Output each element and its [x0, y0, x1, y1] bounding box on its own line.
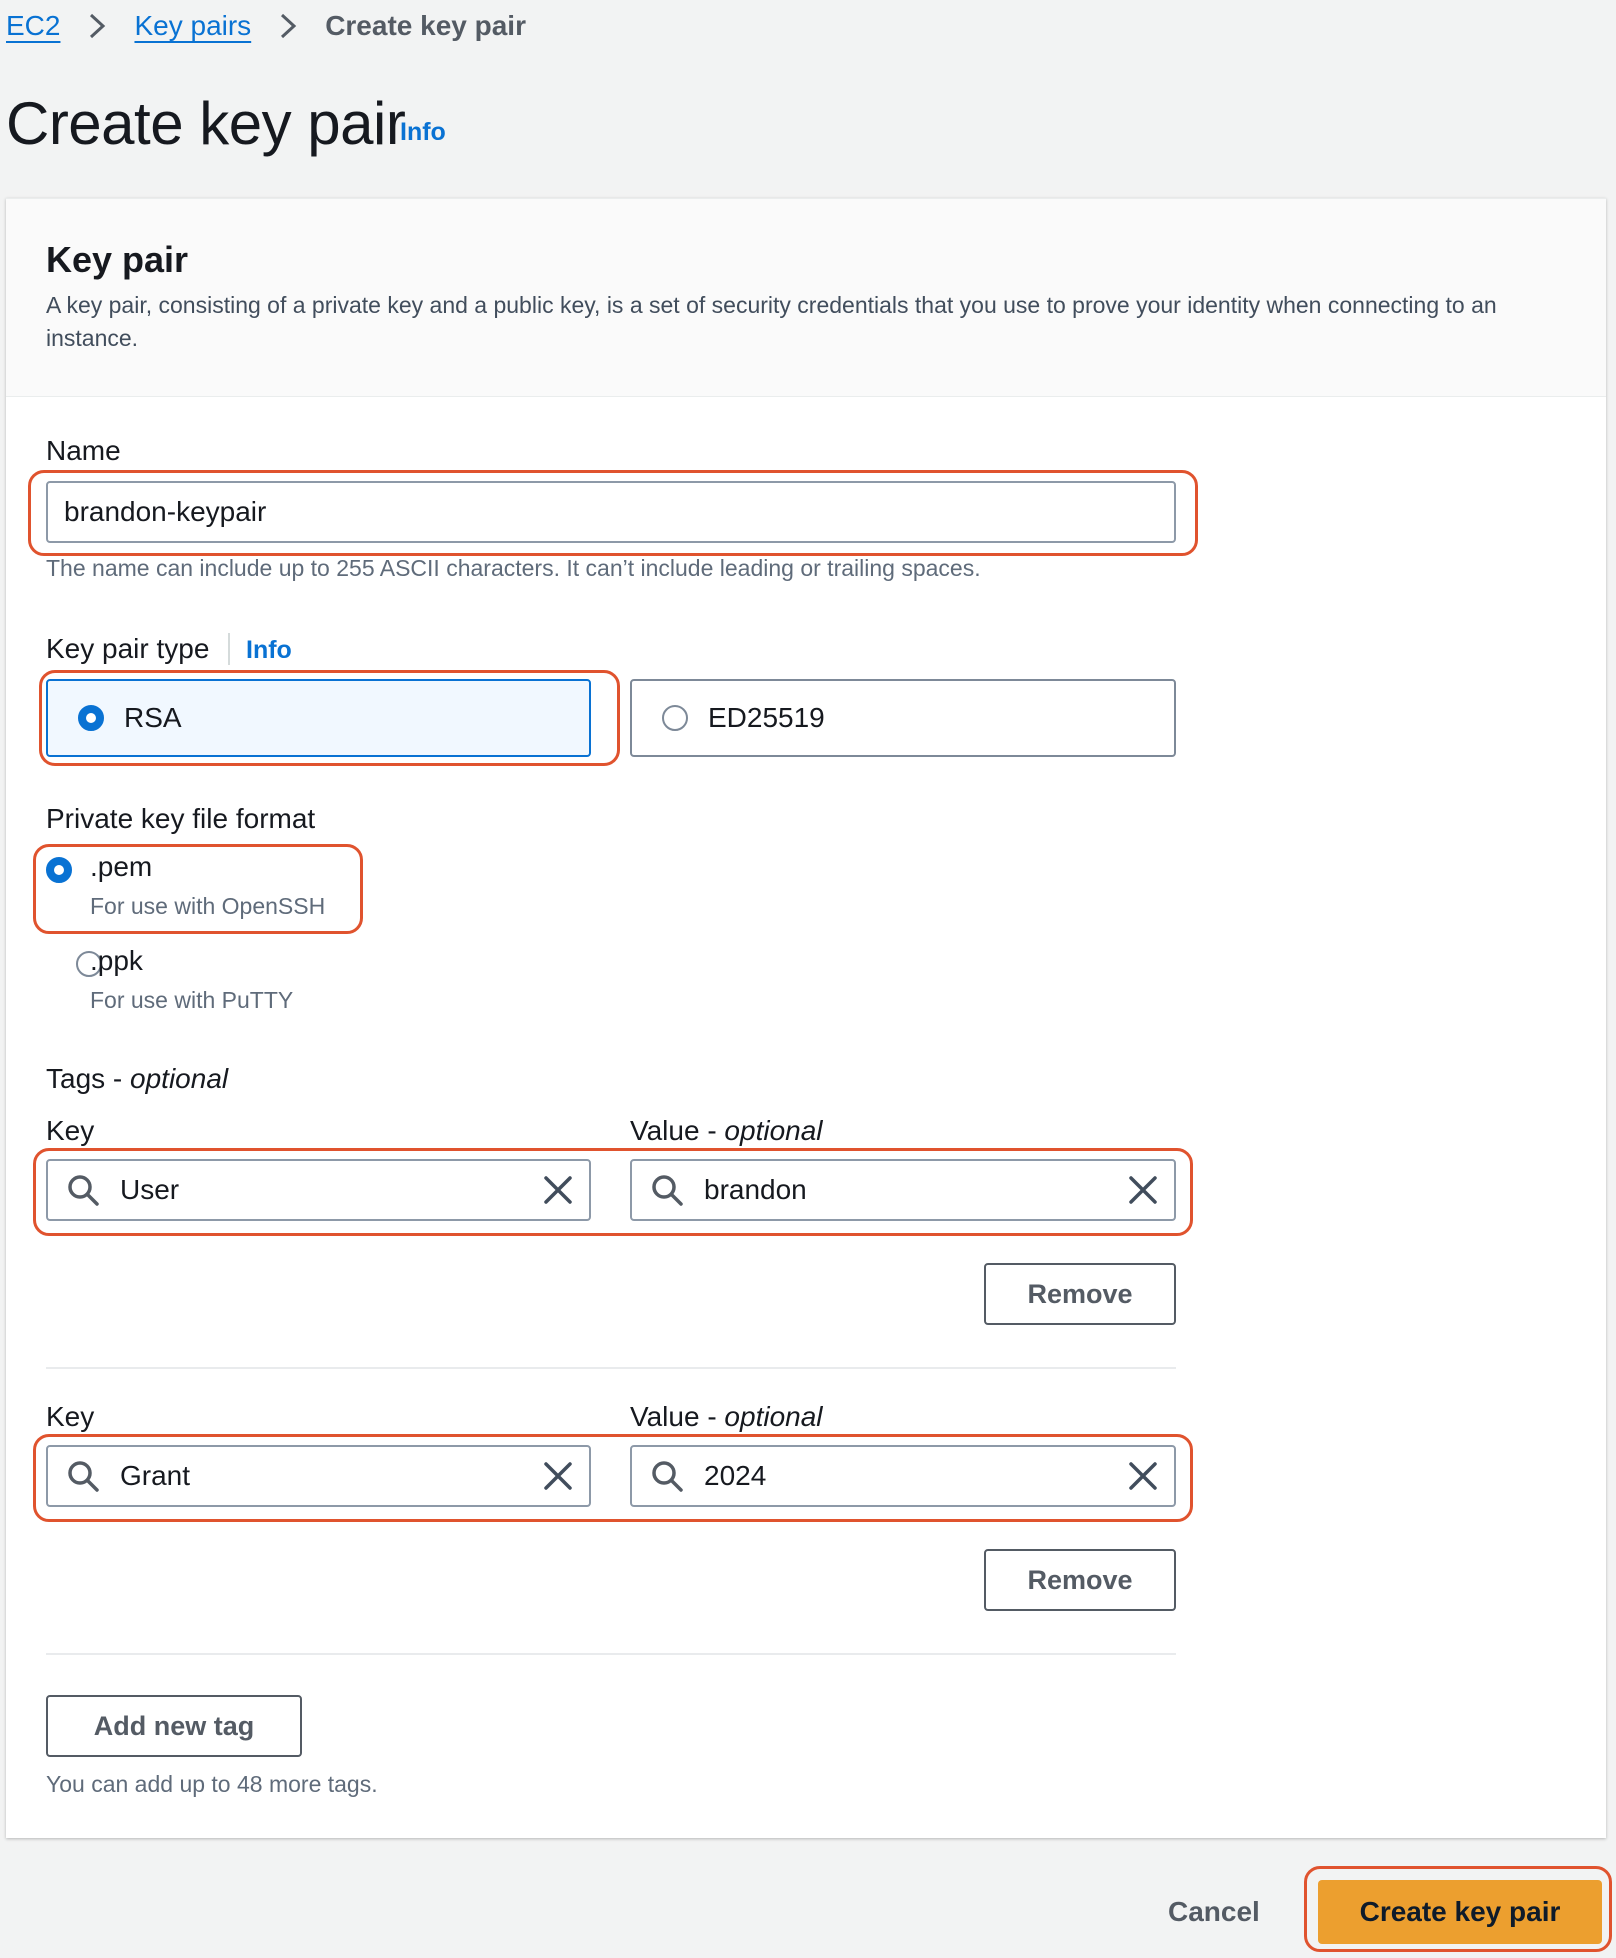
- tag-value-label: Value - optional: [630, 1115, 823, 1146]
- pem-description: For use with OpenSSH: [90, 893, 326, 919]
- cancel-button[interactable]: Cancel: [1168, 1896, 1260, 1927]
- chevron-right-icon: [279, 12, 297, 40]
- pem-highlight: [33, 844, 363, 934]
- ppk-description: For use with PuTTY: [90, 987, 294, 1013]
- section-description: A key pair, consisting of a private key and a public key, is a set of security credentials that you use to prove your identity when connecting to an instance.: [46, 292, 1497, 351]
- breadcrumb-current: Create key pair: [325, 10, 526, 41]
- breadcrumb: [6, 6, 526, 46]
- rsa-label: RSA: [124, 702, 182, 733]
- tag-value-label: Value - optional: [630, 1401, 823, 1432]
- pem-label[interactable]: .pem: [90, 851, 153, 882]
- tag-key-input[interactable]: [46, 1159, 591, 1221]
- close-icon[interactable]: [543, 1461, 573, 1491]
- panel-header: [6, 199, 1606, 397]
- tag-key-value: Grant: [120, 1460, 191, 1491]
- tag-value-input[interactable]: [630, 1159, 1176, 1221]
- section-title: Key pair: [46, 239, 189, 280]
- key-type-info-link[interactable]: Info: [246, 636, 292, 664]
- search-icon: [66, 1459, 100, 1493]
- tag-key-input[interactable]: [46, 1445, 591, 1507]
- key-type-label: Key pair type: [46, 633, 210, 664]
- name-input[interactable]: [46, 481, 1176, 543]
- name-input-value: brandon-keypair: [64, 496, 267, 527]
- tag-key-label: Key: [46, 1115, 95, 1146]
- tag-value-input[interactable]: [630, 1445, 1176, 1507]
- page-info-link[interactable]: Info: [400, 118, 446, 146]
- divider: [46, 1367, 1176, 1369]
- tags-label: Tags - optional: [46, 1063, 229, 1094]
- divider: [46, 1653, 1176, 1655]
- name-label: Name: [46, 435, 121, 466]
- rsa-radio[interactable]: [78, 705, 104, 731]
- search-icon: [66, 1173, 100, 1207]
- breadcrumb-ec2[interactable]: EC2: [6, 10, 61, 41]
- remove-tag-button[interactable]: Remove: [984, 1549, 1176, 1611]
- tag-value-value: brandon: [704, 1174, 807, 1205]
- remove-tag-button[interactable]: Remove: [984, 1263, 1176, 1325]
- name-hint: The name can include up to 255 ASCII characters. It can’t include leading or trailing spaces.: [46, 555, 981, 581]
- close-icon[interactable]: [543, 1175, 573, 1205]
- key-pair-panel: [6, 198, 1606, 1838]
- chevron-right-icon: [88, 12, 106, 40]
- tag-key-label: Key: [46, 1401, 95, 1432]
- breadcrumb-key-pairs[interactable]: Key pairs: [134, 10, 252, 41]
- key-type-rsa-tile[interactable]: [46, 679, 591, 757]
- pem-radio[interactable]: [46, 857, 72, 883]
- tag-limit-hint: You can add up to 48 more tags.: [46, 1771, 378, 1797]
- ed25519-radio[interactable]: [662, 705, 688, 731]
- file-format-label: Private key file format: [46, 803, 316, 834]
- search-icon: [650, 1459, 684, 1493]
- tag-value-value: 2024: [704, 1460, 767, 1491]
- close-icon[interactable]: [1128, 1461, 1158, 1491]
- tag-key-value: User: [120, 1174, 180, 1205]
- page-title: Create key pair: [6, 90, 406, 157]
- create-key-pair-button[interactable]: Create key pair: [1318, 1880, 1602, 1944]
- key-type-ed25519-tile[interactable]: [630, 679, 1176, 757]
- close-icon[interactable]: [1128, 1175, 1158, 1205]
- ed25519-label: ED25519: [708, 702, 825, 733]
- search-icon: [650, 1173, 684, 1207]
- divider: [228, 633, 230, 665]
- add-new-tag-button[interactable]: Add new tag: [46, 1695, 302, 1757]
- ppk-label[interactable]: .ppk: [90, 945, 143, 976]
